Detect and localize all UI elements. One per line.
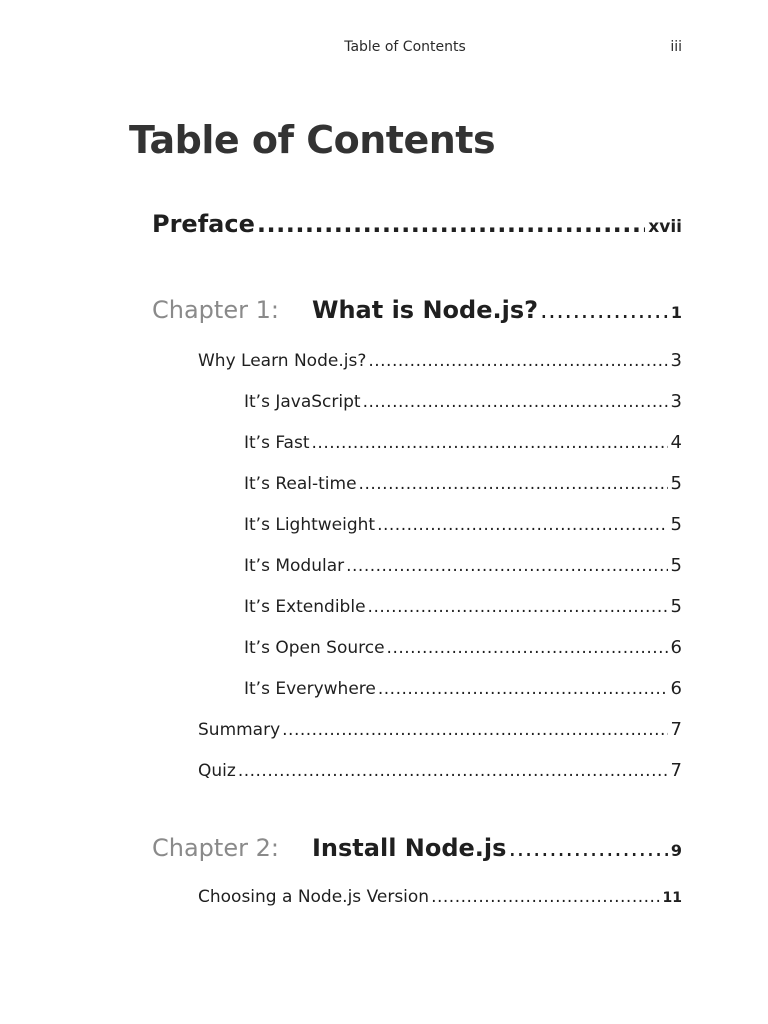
toc-entry[interactable] (244, 473, 682, 494)
dot-leader (346, 556, 667, 576)
dot-leader (377, 515, 667, 535)
toc-page-number: 6 (670, 637, 682, 658)
toc-page-number: 5 (670, 473, 682, 494)
toc-entry-label: Quiz (198, 761, 236, 781)
toc-entry-label: Choosing a Node.js Version (198, 887, 430, 907)
dot-leader (368, 597, 668, 617)
toc-page-number: 7 (670, 719, 682, 740)
toc-entry[interactable] (244, 391, 682, 412)
page-folio: iii (670, 39, 682, 55)
toc-page-number: xvii (648, 217, 682, 237)
toc-page-number: 4 (670, 432, 682, 453)
dot-leader (363, 392, 668, 412)
toc-entry[interactable] (198, 760, 682, 781)
toc-entry[interactable] (198, 350, 682, 371)
toc-page-number: 5 (670, 596, 682, 617)
toc-chapter-2[interactable] (152, 834, 682, 862)
dot-leader (257, 210, 645, 238)
toc-entry[interactable] (244, 555, 682, 576)
toc-entry-label: It’s Fast (244, 433, 310, 453)
toc-entry-label: Preface (152, 210, 255, 238)
chapter-title: Install Node.js (312, 834, 507, 862)
toc-entry[interactable] (244, 678, 682, 699)
toc-entry-label: It’s JavaScript (244, 392, 361, 412)
dot-leader (368, 351, 667, 371)
dot-leader (312, 433, 668, 453)
toc-page-number: 7 (670, 760, 682, 781)
toc-entry[interactable] (244, 596, 682, 617)
toc-entry-label: It’s Everywhere (244, 679, 376, 699)
toc-entry-preface[interactable] (152, 210, 682, 238)
page-title: Table of Contents (129, 118, 496, 162)
toc-page-number: 3 (670, 350, 682, 371)
running-header (0, 39, 768, 59)
toc-entry-label: It’s Modular (244, 556, 345, 576)
chapter-number: Chapter 1: (152, 296, 279, 324)
running-header-title: Table of Contents (344, 39, 466, 55)
toc-entry-label: Summary (198, 720, 281, 740)
toc-page-number: 9 (670, 841, 682, 860)
dot-leader (238, 761, 668, 781)
chapter-title: What is Node.js? (312, 296, 539, 324)
toc-entry[interactable] (198, 719, 682, 740)
toc-entry[interactable] (244, 432, 682, 453)
toc-page-number: 5 (670, 514, 682, 535)
toc-entry[interactable] (198, 887, 682, 907)
toc-page-number: 1 (670, 303, 682, 322)
toc-entry-label: It’s Extendible (244, 597, 366, 617)
toc-entry-label: Why Learn Node.js? (198, 351, 367, 371)
toc-page-number: 3 (670, 391, 682, 412)
toc-chapter-1[interactable] (152, 296, 682, 324)
dot-leader (359, 474, 668, 494)
toc-page-number: 5 (670, 555, 682, 576)
toc-page-number: 6 (670, 678, 682, 699)
toc-entry-label: It’s Lightweight (244, 515, 376, 535)
toc-page-number: 11 (662, 890, 682, 906)
toc-entry[interactable] (244, 637, 682, 658)
dot-leader (378, 679, 668, 699)
chapter-number: Chapter 2: (152, 834, 279, 862)
toc-entry[interactable] (244, 514, 682, 535)
toc-entry-label: It’s Real-time (244, 474, 357, 494)
dot-leader (282, 720, 667, 740)
toc-entry-label: It’s Open Source (244, 638, 385, 658)
dot-leader (508, 834, 667, 862)
dot-leader (431, 887, 659, 907)
dot-leader (387, 638, 668, 658)
dot-leader (540, 296, 668, 324)
